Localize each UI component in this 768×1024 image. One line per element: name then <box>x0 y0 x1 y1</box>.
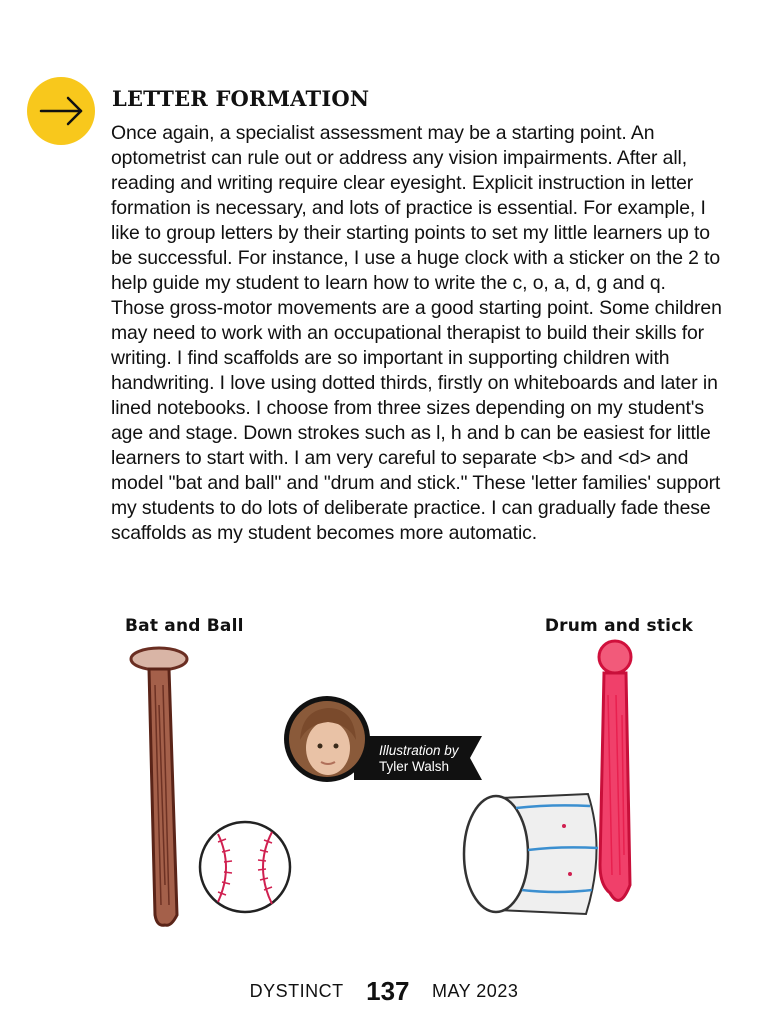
page-number: 137 <box>366 976 410 1006</box>
illustrator-name: Tyler Walsh <box>379 759 450 774</box>
drumstick-illustration <box>590 635 640 915</box>
arrow-badge <box>27 77 95 145</box>
illustrator-avatar <box>284 696 370 782</box>
body-paragraph: Once again, a specialist assessment may be a starting point. An optometrist can rule out or address any vision impairments. After all, reading and writing require clear eyesight. Explicit instruction in letter formation is necessary, and lots of practice is essential. For example, I like to group letters by their starting points to set my little learners up to be successful. For instance, I use a huge clock with a sticker on the 2 to help guide my student to learn how to write the c, o, a, d, g and q. Those gross-motor movements are a good starting point. Some children may need to work with an occupational therapist to build their skills for writing. I find scaffolds are so important in supporting children with handwriting. I love using dotted thirds, firstly on whiteboards and later in lined notebooks. I choose from three sizes depending on my student's age and stage. Down strokes such as l, h and b can be easiest for little learners to start with. I am very careful to separate <b> and <d> and model "bat and ball" and "drum and stick." These 'letter families' support my students to do lots of deliberate practice. I can gradually fade these scaffolds as my student becomes more automatic. <box>111 122 722 544</box>
illustration-credit <box>284 696 484 786</box>
baseball-illustration <box>196 818 294 916</box>
caption-drum-and-stick: Drum and stick <box>544 616 693 636</box>
page-footer <box>0 976 768 1007</box>
drum-illustration <box>460 790 610 920</box>
magazine-name: DYSTINCT <box>249 981 344 1001</box>
bat-illustration <box>125 645 200 930</box>
issue-date: MAY 2023 <box>431 981 519 1001</box>
credit-label: Illustration by <box>379 743 459 758</box>
caption-bat-and-ball: Bat and Ball <box>125 616 244 636</box>
arrow-right-icon <box>27 77 95 145</box>
section-heading: LETTER FORMATION <box>112 86 370 111</box>
credit-text <box>379 743 459 775</box>
